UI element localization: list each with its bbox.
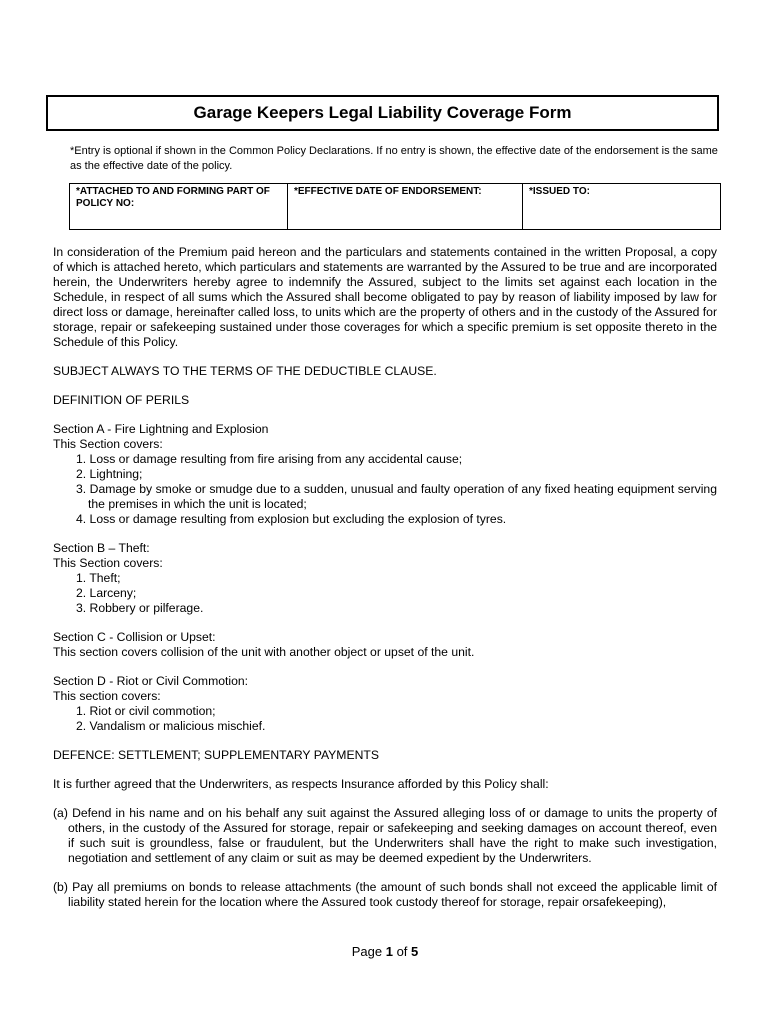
issued-to-cell: *ISSUED TO:: [523, 184, 721, 230]
section-c-covers: This section covers collision of the unit with another object or upset of the unit.: [53, 645, 475, 659]
section-a-item: 3. Damage by smoke or smudge due to a sudden, unusual and faulty operation of any fixed heating equipment serving the premises in which the unit is located;: [76, 482, 717, 511]
section-b-item: 3. Robbery or pilferage.: [76, 601, 204, 615]
title-box: [46, 95, 719, 131]
section-b-heading: Section B – Theft:: [53, 541, 150, 555]
section-c: [53, 630, 717, 660]
clause-a: (a) Defend in his name and on his behalf any suit against the Assured alleging loss of or damage to units the property of others, in the custody of the Assured for storage, repair or safekeeping and seeking damages on account thereof, even if such suit is groundless, false or fraudulent, but the Underwriters shall have the right to make such investigation, negotiation and settlement of any claim or suit as may be deemed expedient by the Underwriters.: [53, 806, 717, 865]
footer-of: of: [392, 944, 412, 959]
section-d: [53, 674, 717, 734]
policy-info-table: [69, 183, 721, 230]
entry-note: *Entry is optional if shown in the Common Policy Declarations. If no entry is shown, the effective date of the endorsement is the same as the effective date of the policy.: [70, 145, 718, 172]
total-page-number: 5: [411, 944, 419, 959]
defence-heading: DEFENCE: SETTLEMENT; SUPPLEMENTARY PAYMENTS: [53, 748, 379, 762]
section-a-item: 1. Loss or damage resulting from fire arising from any accidental cause;: [76, 452, 463, 466]
section-d-item: 1. Riot or civil commotion;: [76, 704, 216, 718]
section-d-covers: This section covers:: [53, 689, 161, 703]
section-c-heading: Section C - Collision or Upset:: [53, 630, 216, 644]
page-footer: [0, 944, 770, 959]
section-a-item: 2. Lightning;: [76, 467, 143, 481]
current-page-number: 1: [385, 944, 393, 959]
subject-clause: SUBJECT ALWAYS TO THE TERMS OF THE DEDUCTIBLE CLAUSE.: [53, 364, 437, 378]
section-b-item: 1. Theft;: [76, 571, 121, 585]
footer-prefix: Page: [351, 944, 386, 959]
policy-number-cell: *ATTACHED TO AND FORMING PART OF POLICY NO:: [70, 184, 288, 230]
document-body: [53, 245, 717, 924]
further-agreed: It is further agreed that the Underwriters, as respects Insurance afforded by this Policy shall:: [53, 777, 549, 791]
section-b-covers: This Section covers:: [53, 556, 163, 570]
section-a-covers: This Section covers:: [53, 437, 163, 451]
page-title: Garage Keepers Legal Liability Coverage Form: [193, 103, 572, 122]
section-a: [53, 422, 717, 527]
section-a-heading: Section A - Fire Lightning and Explosion: [53, 422, 269, 436]
effective-date-cell: *EFFECTIVE DATE OF ENDORSEMENT:: [288, 184, 523, 230]
section-b-item: 2. Larceny;: [76, 586, 137, 600]
section-d-heading: Section D - Riot or Civil Commotion:: [53, 674, 249, 688]
section-b: [53, 541, 717, 616]
clause-b: (b) Pay all premiums on bonds to release attachments (the amount of such bonds shall not exceed the applicable limit of liability stated herein for the location where the Assured took custody thereof for storage, repair orsafekeeping),: [53, 880, 717, 909]
section-a-item: 4. Loss or damage resulting from explosion but excluding the explosion of tyres.: [76, 512, 507, 526]
section-d-item: 2. Vandalism or malicious mischief.: [76, 719, 266, 733]
definition-heading: DEFINITION OF PERILS: [53, 393, 190, 407]
intro-paragraph: In consideration of the Premium paid hereon and the particulars and statements contained in the written Proposal, a copy of which is attached hereto, which particulars and statements are warranted by the Assured to be true and are incorporated herein, the Underwriters hereby agree to indemnify the Assured, subject to the limits set against each location in the Schedule, in respect of all sums which the Assured shall become obligated to pay by reason of liability imposed by law for direct loss or damage, hereinafter called loss, to units which are the property of others and in the custody of the Assured for storage, repair or safekeeping sustained under those coverages for which a specific premium is set opposite thereto in the Schedule of this Policy.: [53, 245, 717, 349]
